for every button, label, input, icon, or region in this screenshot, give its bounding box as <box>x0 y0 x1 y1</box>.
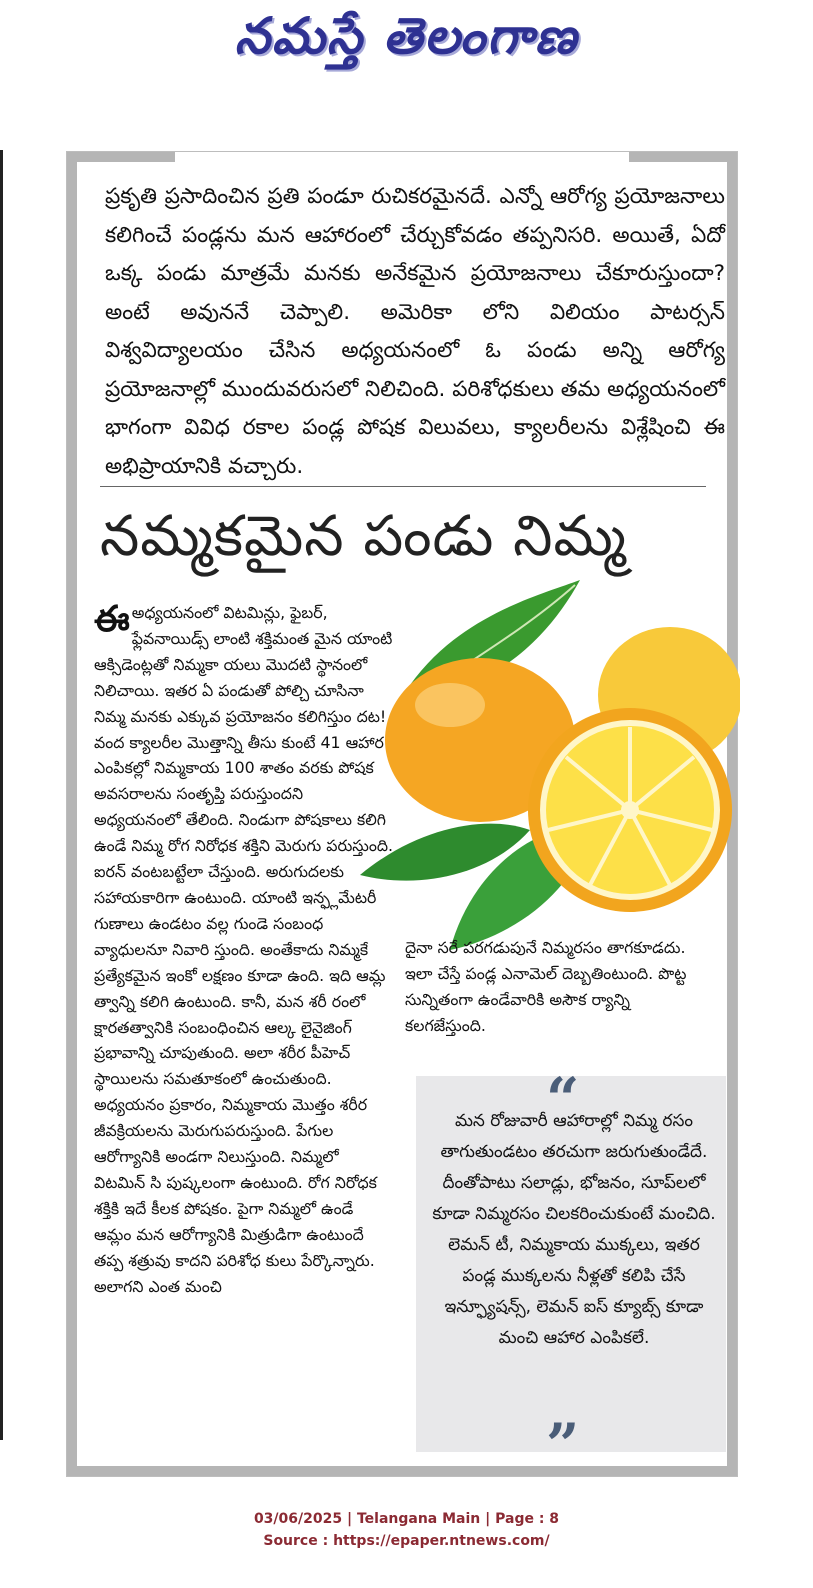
article-continuation: దైనా సరే పరగడుపునే నిమ్మరసం తాగకూడదు. ఇలా చేస్తే పండ్ల ఎనామెల్ దెబ్బతింటుంది. పొట్ట సున్నితంగా ఉండేవారికి అసౌక ర్యాన్ని కలగజేస్తుంది. <box>405 938 687 1035</box>
footer-source-url: Source : https://epaper.ntnews.com/ <box>263 1533 550 1549</box>
pull-quote-text: మన రోజువారీ ఆహారాల్లో నిమ్మ రసం తాగుతుండటం తరచుగా జరుగుతుండేదే. దీంతోపాటు సలాడ్లు, భోజనం, సూప్‌లలో కూడా నిమ్మరసం చిలకరించుకుంటే మంచిది. లెమన్ టీ, నిమ్మకాయ ముక్కలు, ఇతర పండ్ల ముక్కలను నీళ్లతో కలిపి చేసే ఇన్ఫ్యూషన్స్, లెమన్ ఐస్ క్యూబ్స్ కూడా మంచి ఆహార ఎంపికలే. <box>432 1111 716 1348</box>
newspaper-masthead: నమస్తే తెలంగాణ <box>234 6 579 65</box>
lemon-illustration <box>340 575 740 960</box>
frame-bottom-bar <box>67 1466 737 1476</box>
lemon-slice-core <box>621 801 639 819</box>
drop-cap: ఈ <box>94 599 130 640</box>
lemon-highlight <box>415 683 485 727</box>
headline-divider <box>100 486 706 487</box>
frame-top-left <box>67 152 175 162</box>
close-quote-mark: ” <box>546 1411 580 1479</box>
open-quote-mark: “ <box>546 1065 580 1133</box>
frame-top-right <box>629 152 737 162</box>
left-margin-rule <box>0 150 3 1440</box>
article-body-text: అధ్యయనంలో విటమిన్లు, ఫైబర్, ఫ్లేవనాయిడ్స్ లాంటి శక్తిమంత మైన యాంటి ఆక్సిడెంట్లతో నిమ్మకా యలు మొదటి స్థానంలో నిలిచాయి. ఇతర ఏ పండుతో పోల్చి చూసినా నిమ్మ మనకు ఎక్కువ ప్రయోజనం కలిగిస్తుం దట! వంద క్యాలరీల మొత్తాన్ని తీసు కుంటే 41 ఆహార ఎంపికల్లో నిమ్మకాయ 100 శాతం వరకు పోషక అవసరాలను సంతృప్తి పరుస్తుందని అధ్యయనంలో తేలింది. నిండుగా పోషకాలు కలిగి ఉండే నిమ్మ రోగ నిరోధక శక్తిని మెరుగు పరుస్తుంది. ఐరన్ వంటబట్టేలా చేస్తుంది. అరుగుదలకు సహాయకారిగా ఉంటుంది. యాంటి ఇన్ఫ్లమేటరీ గుణాలు ఉండటం వల్ల గుండె సంబంధ వ్యాధులనూ నివారి స్తుంది. అంతేకాదు నిమ్మకే ప్రత్యేకమైన ఇంకో లక్షణం కూడా ఉంది. ఇది ఆమ్ల త్వాన్ని కలిగి ఉంటుంది. కానీ, మన శరీ రంలో క్షారతత్వానికి సంబంధించిన ఆల్క లైనైజింగ్ ప్రభావాన్ని చూపుతుంది. అలా శరీర పీహెచ్ స్థాయిలను సమతూకంలో ఉంచుతుంది. అధ్యయనం ప్రకారం, నిమ్మకాయ మొత్తం శరీర జీవక్రియలను మెరుగుపరుస్తుంది. పేగుల ఆరోగ్యానికి అండగా నిలుస్తుంది. నిమ్మలో విటమిన్ సి పుష్కలంగా ఉంటుంది. రోగ నిరోధక శక్తికి ఇదే కీలక పోషకం. పైగా నిమ్మలో ఉండే ఆమ్లం మన ఆరోగ్యానికి మిత్రుడిగా ఉంటుందే తప్ప శత్రువు కాదని పరిశోధ కులు పేర్కొన్నారు. అలాగని ఎంత మంచి <box>94 603 394 1296</box>
frame-left-bar <box>67 152 77 1476</box>
article-intro: ప్రకృతి ప్రసాదించిన ప్రతి పండూ రుచికరమైనదే. ఎన్నో ఆరోగ్య ప్రయోజనాలు కలిగించే పండ్లను మన ఆహారంలో చేర్చుకోవడం తప్పనిసరి. అయితే, ఏదో ఒక్క పండు మాత్రమే మనకు అనేకమైన ప్రయోజనాలు చేకూరుస్తుందా? అంటే అవుననే చెప్పాలి. అమెరికా లోని విలియం పాటర్సన్ విశ్వవిద్యాలయం చేసిన అధ్యయనంలో ఓ పండు అన్ని ఆరోగ్య ప్రయోజనాల్లో ముందువరుసలో నిలిచింది. పరిశోధకులు తమ అధ్యయనంలో భాగంగా వివిధ రకాల పండ్ల పోషక విలువలు, క్యాలరీలను విశ్లేషించి ఈ అభిప్రాయానికి వచ్చారు. <box>105 184 725 479</box>
page-footer <box>0 1508 813 1552</box>
article-headline: నమ్మకమైన పండు నిమ్మ <box>100 504 627 569</box>
pull-quote-box <box>416 1065 726 1479</box>
footer-date-edition: 03/06/2025 | Telangana Main | Page : 8 <box>253 1511 560 1527</box>
